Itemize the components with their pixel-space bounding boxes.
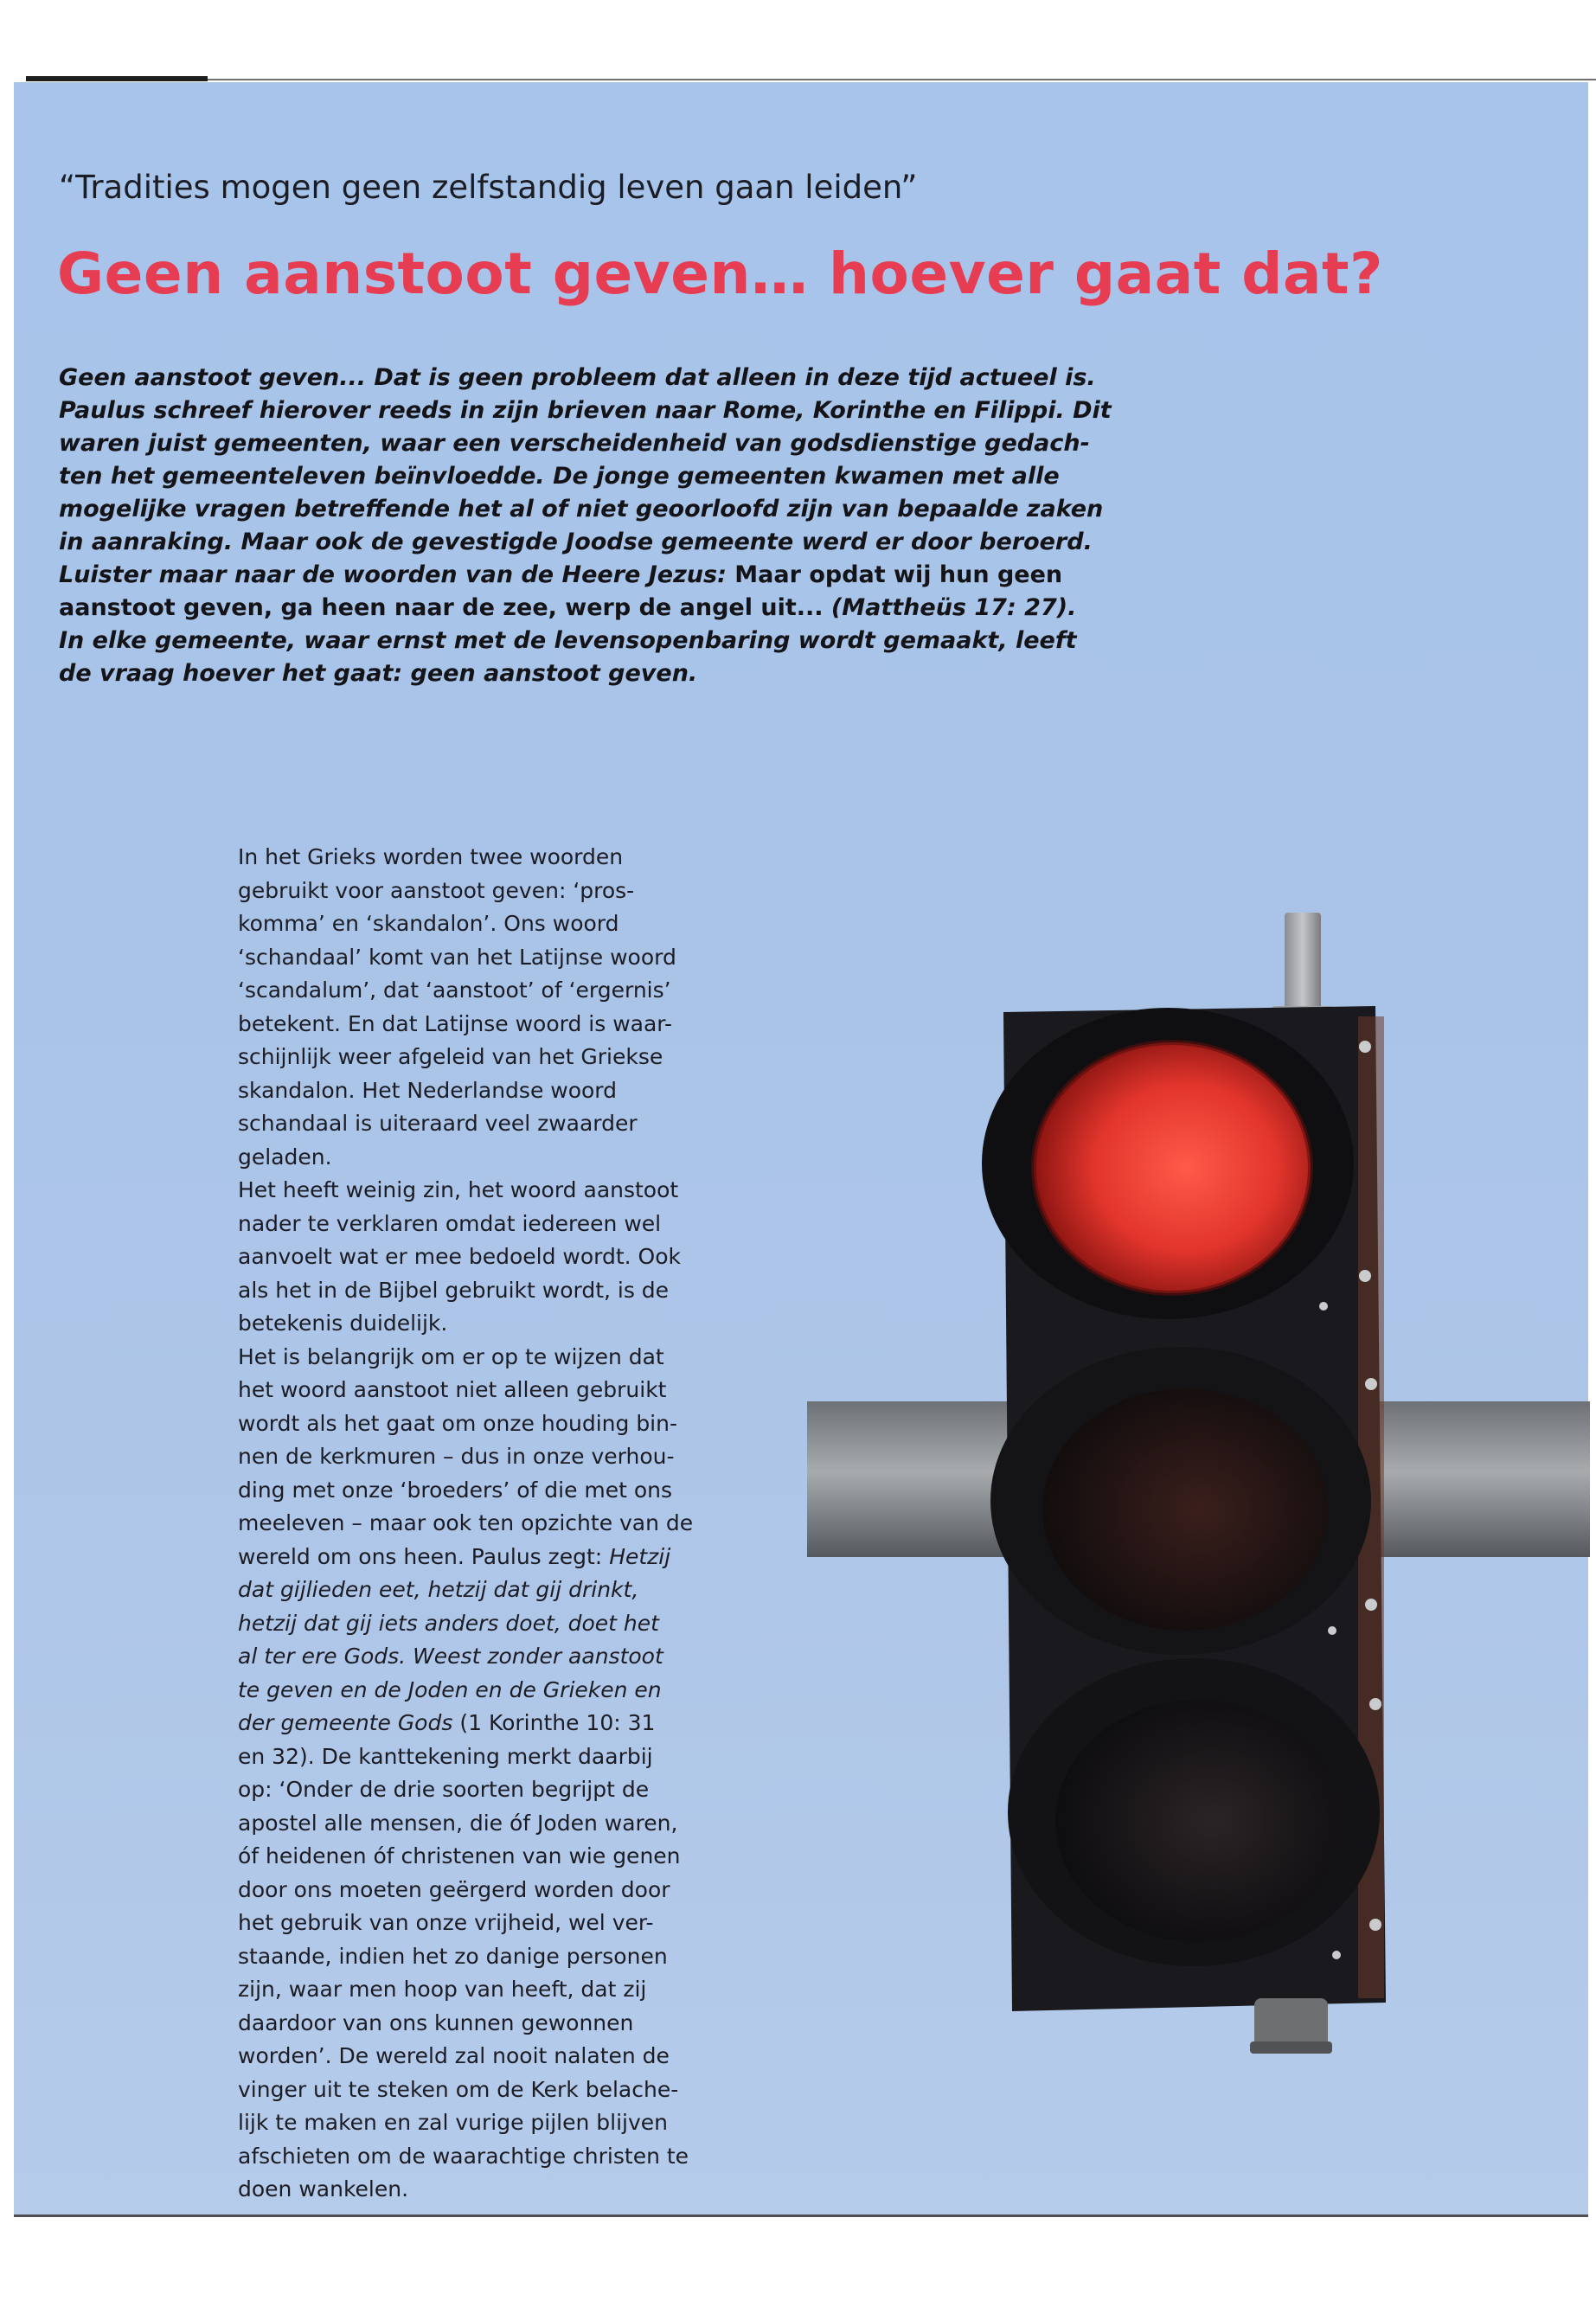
body-column: [238, 841, 757, 2207]
top-rule-thick: [26, 76, 208, 81]
body-paragraph-2: Het heeft weinig zin, het woord aanstoot nader te verklaren omdat iedereen wel aanvoelt wat er mee bedoeld wordt. Ook als het in de Bijbel gebruikt wordt, is de betekenis duidelijk.: [238, 1177, 681, 1336]
green-signal-lamp: [1055, 1700, 1341, 1942]
top-rule-thin: [208, 79, 1596, 80]
headline: Geen aanstoot geven… hoever gaat dat?: [57, 240, 1383, 307]
traffic-light-photo: [804, 904, 1592, 2076]
kicker-quote: “Tradities mogen geen zelfstandig leven gaan leiden”: [59, 169, 918, 206]
lead-paragraph: Geen aanstoot geven... Dat is geen probleem dat alleen in deze tijd actueel is. Paulus schreef hierover reeds in zijn brieven naar Rome, Korinthe en Filippi. Dit waren juist gemeenten, waar een verscheidenheid van godsdienstige gedach- ten het gemeenteleven beïnvloedde. De jonge gemeenten kwamen met alle mogelijke vragen betreffende het al of niet geoorloofd zijn van bepaalde zaken in aanraking. Maar ook de gevestigde Joodse gemeente werd er door beroerd. Luister maar naar de woorden van de Heere Jezus: Maar opdat wij hun geen aanstoot geven, ga heen naar de zee, werp de angel uit... (Mattheüs 17: 27). In elke gemeente, waar ernst met de levensopenbaring wordt gemaakt, leeft de vraag hoever het gaat: geen aanstoot geven.: [59, 364, 1112, 687]
amber-signal-lamp: [1042, 1388, 1328, 1631]
bottom-rule: [14, 2214, 1588, 2217]
top-pipe: [1285, 913, 1321, 1016]
body-paragraph-1: In het Grieks worden twee woorden gebruikt voor aanstoot geven: ‘pros- komma’ en ‘skandalon’. Ons woord ‘schandaal’ komt van het Latijnse woord ‘scandalum’, dat ‘aanstoot’ of ‘ergernis’ betekent. En dat Latijnse woord is waar- schijnlijk weer afgeleid van het Griekse skandalon. Het Nederlandse woord schandaal is uiteraard veel zwaarder geladen.: [238, 844, 676, 1170]
body-paragraph-3: Het is belangrijk om er op te wijzen dat het woord aanstoot niet alleen gebruikt wordt als het gaat om onze houding bin- nen de kerkmuren – dus in onze verhou- ding met onze ‘broeders’ of die met ons meeleven – maar ook ten opzichte van de wereld om ons heen. Paulus zegt: Hetzij dat gijlieden eet, hetzij dat gij drinkt, hetzij dat gij iets anders doet, doet het al ter ere Gods. Weest zonder aanstoot te geven en de Joden en de Grieken en der gemeente Gods (1 Korinthe 10: 31 en 32). De kanttekening merkt daarbij op: ‘Onder de drie soorten begrijpt de apostel alle mensen, die óf Joden waren, óf heidenen óf christenen van wie genen door ons moeten geërgerd worden door het gebruik van onze vrijheid, wel ver- staande, indien het zo danige personen zijn, waar men hoop van heeft, dat zij daardoor van ons kunnen gewonnen worden’. De wereld zal nooit nalaten de vinger uit te steken om de Kerk belache- lijk te maken en zal vurige pijlen blijven afschieten om de waarachtige christen te doen wankelen.: [238, 1343, 694, 2202]
